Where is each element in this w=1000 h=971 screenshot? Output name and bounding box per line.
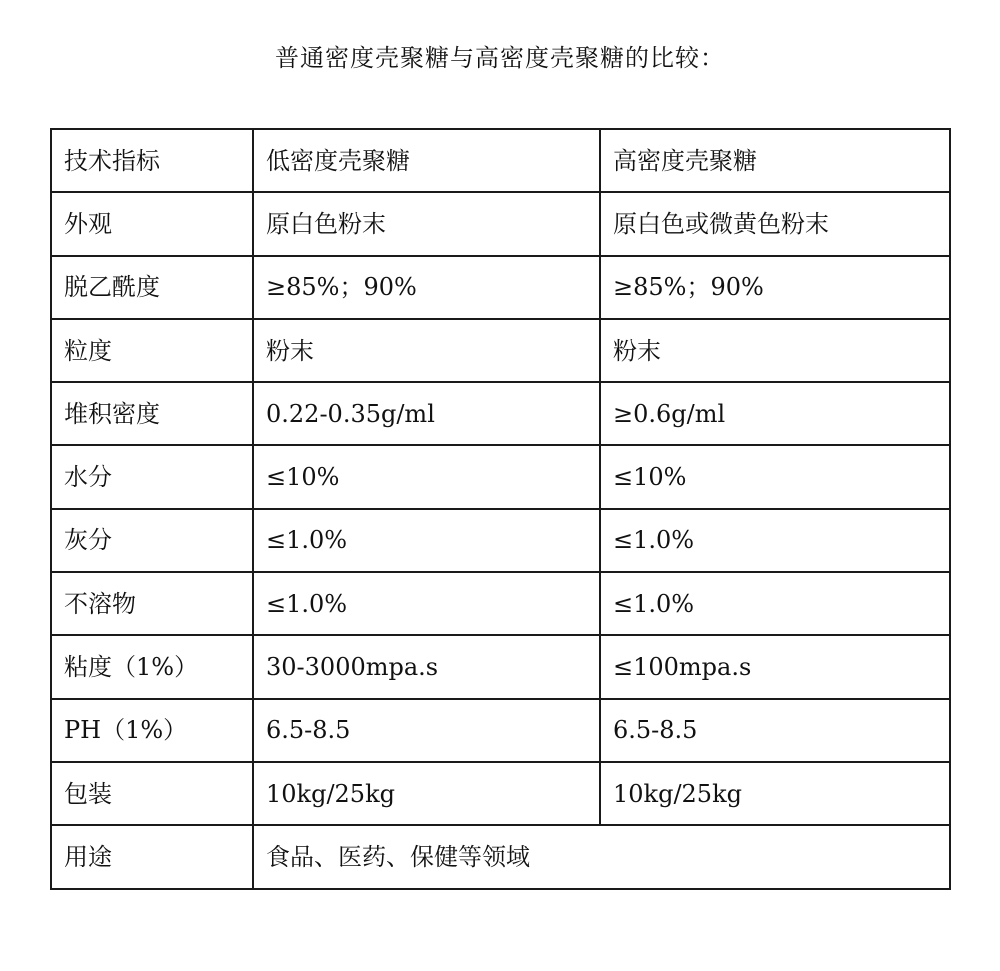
row-label: 用途 <box>51 825 253 888</box>
low-density-value: 10kg/25kg <box>253 762 600 825</box>
high-density-value: ≥0.6g/ml <box>600 382 950 445</box>
row-label: 粘度（1%） <box>51 635 253 698</box>
usage-value: 食品、医药、保健等领域 <box>253 825 950 888</box>
high-density-value: 6.5-8.5 <box>600 699 950 762</box>
row-label: 不溶物 <box>51 572 253 635</box>
low-density-value: ≥85%；90% <box>253 256 600 319</box>
low-density-value: ≤10% <box>253 445 600 508</box>
table-row-particle-size <box>51 319 950 382</box>
row-label: 包装 <box>51 762 253 825</box>
row-label: PH（1%） <box>51 699 253 762</box>
table-row-ash <box>51 509 950 572</box>
low-density-value: 6.5-8.5 <box>253 699 600 762</box>
table-row-deacetylation <box>51 256 950 319</box>
table-row-packaging <box>51 762 950 825</box>
table-row-insolubles <box>51 572 950 635</box>
page-title: 普通密度壳聚糖与高密度壳聚糖的比较： <box>275 44 725 72</box>
high-density-value: ≤1.0% <box>600 572 950 635</box>
high-density-value: 10kg/25kg <box>600 762 950 825</box>
low-density-value: ≤1.0% <box>253 572 600 635</box>
row-label: 堆积密度 <box>51 382 253 445</box>
row-label: 灰分 <box>51 509 253 572</box>
header-cell-low-density: 低密度壳聚糖 <box>253 129 600 192</box>
row-label: 外观 <box>51 192 253 255</box>
low-density-value: 0.22-0.35g/ml <box>253 382 600 445</box>
high-density-value: ≥85%；90% <box>600 256 950 319</box>
low-density-value: 原白色粉末 <box>253 192 600 255</box>
high-density-value: ≤1.0% <box>600 509 950 572</box>
row-label: 粒度 <box>51 319 253 382</box>
row-label: 水分 <box>51 445 253 508</box>
table-row-ph <box>51 699 950 762</box>
header-cell-high-density: 高密度壳聚糖 <box>600 129 950 192</box>
low-density-value: 30-3000mpa.s <box>253 635 600 698</box>
header-cell-indicator: 技术指标 <box>51 129 253 192</box>
table-row-appearance <box>51 192 950 255</box>
high-density-value: 原白色或微黄色粉末 <box>600 192 950 255</box>
comparison-table <box>50 128 951 890</box>
row-label: 脱乙酰度 <box>51 256 253 319</box>
table-header-row <box>51 129 950 192</box>
high-density-value: 粉末 <box>600 319 950 382</box>
low-density-value: ≤1.0% <box>253 509 600 572</box>
table-row-viscosity <box>51 635 950 698</box>
table-row-bulk-density <box>51 382 950 445</box>
table-row-usage <box>51 825 950 888</box>
low-density-value: 粉末 <box>253 319 600 382</box>
high-density-value: ≤100mpa.s <box>600 635 950 698</box>
high-density-value: ≤10% <box>600 445 950 508</box>
table-row-moisture <box>51 445 950 508</box>
